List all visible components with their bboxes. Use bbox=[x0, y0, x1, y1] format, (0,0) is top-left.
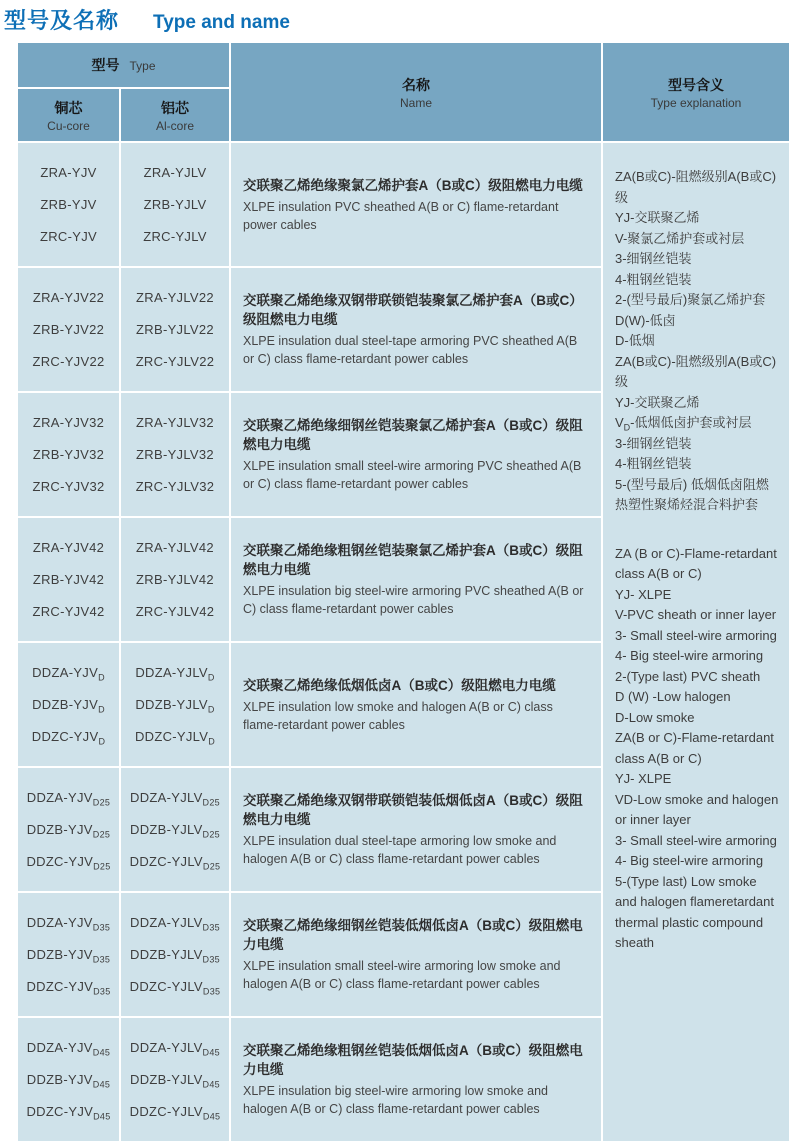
type-code: DDZA-$YJV_{D45}$ bbox=[26, 1040, 111, 1058]
explanation-line: 3- Small steel-wire armoring bbox=[615, 832, 777, 848]
al-core-cell bbox=[121, 893, 229, 1016]
explanation-line: ZA(B或C)-阻燃级别A(B或C)级 bbox=[615, 169, 777, 205]
type-code: ZRB-YJLV bbox=[143, 197, 207, 212]
header-name-en: Name bbox=[399, 95, 432, 110]
header-name bbox=[231, 43, 601, 141]
explanation-line: ZA(B或C)-阻燃级别A(B或C)级 bbox=[615, 353, 777, 389]
al-core-cell bbox=[121, 768, 229, 891]
name-line-en: XLPE insulation PVC sheathed A(B or C) flame-retardant power cables bbox=[243, 199, 559, 232]
explanation-gap bbox=[615, 516, 781, 544]
name-line-en: XLPE insulation small steel-wire armoring low smoke and halogen A(B or C) class flame-retardant power cables bbox=[243, 959, 561, 991]
al-core-cell bbox=[121, 143, 229, 266]
name-line-cn: 交联聚乙烯绝缘双钢带联锁铠装低烟低卤A（B或C）级阻燃电力电缆 bbox=[243, 793, 583, 827]
explanation-line: ZA (B or C)-Flame-retardant class A(B or C) bbox=[615, 545, 777, 581]
type-code: ZRA-YJLV22 bbox=[136, 290, 214, 305]
table-row bbox=[18, 143, 789, 266]
cu-core-cell bbox=[18, 393, 119, 516]
cu-core-cell bbox=[18, 893, 119, 1016]
name-line-en: XLPE insulation dual steel-tape armoring PVC sheathed A(B or C) class flame-retardant power cables bbox=[243, 334, 578, 366]
type-code: ZRA-YJV32 bbox=[32, 415, 105, 430]
type-code: DDZC-$YJLV_{D35}$ bbox=[129, 979, 221, 997]
explanation-line: VD-Low smoke and halogen or inner layer bbox=[615, 791, 779, 827]
explanation-line: 3- Small steel-wire armoring bbox=[615, 627, 777, 643]
explanation-line: 5-(Type last) Low smoke and halogen flameretardant thermal plastic compound sheath bbox=[615, 873, 775, 950]
name-cell bbox=[231, 893, 601, 1016]
name-cell bbox=[231, 518, 601, 641]
al-core-cell bbox=[121, 268, 229, 391]
name-cell bbox=[231, 768, 601, 891]
explanation-line: D (W) -Low halogen bbox=[615, 689, 731, 704]
type-code: DDZB-$YJLV_{D35}$ bbox=[130, 947, 220, 965]
type-code: DDZA-$YJV_{D35}$ bbox=[26, 915, 111, 933]
type-code: DDZA-$YJLV_{D35}$ bbox=[130, 915, 220, 933]
type-code: DDZB-$YJLV_{D25}$ bbox=[130, 822, 220, 840]
name-cell bbox=[231, 393, 601, 516]
type-code: ZRC-YJLV bbox=[143, 229, 207, 244]
explanation-cell bbox=[603, 143, 789, 1141]
type-code: ZRC-YJV42 bbox=[32, 604, 105, 619]
type-code: DDZC-$YJV_{D35}$ bbox=[26, 979, 111, 997]
header-cu-core-cn: 铜芯 bbox=[54, 99, 83, 116]
name-line-cn: 交联聚乙烯绝缘聚氯乙烯护套A（B或C）级阻燃电力电缆 bbox=[243, 177, 583, 193]
header-explanation bbox=[603, 43, 789, 141]
explanation-line: 4-粗钢丝铠装 bbox=[615, 456, 692, 471]
cu-core-cell bbox=[18, 143, 119, 266]
explanation-line: D-Low smoke bbox=[615, 709, 695, 725]
type-code: ZRB-YJV42 bbox=[32, 572, 105, 587]
page-title bbox=[0, 0, 800, 41]
header-explanation-cn: 型号含义 bbox=[668, 76, 724, 93]
type-code: ZRB-YJLV32 bbox=[136, 447, 214, 462]
explanation-line: D(W)-低卤 bbox=[615, 312, 676, 328]
type-code: ZRA-YJLV32 bbox=[136, 415, 214, 430]
type-code: DDZA-$YJLV_{D45}$ bbox=[130, 1040, 220, 1058]
type-code: DDZB-$YJV_D$ bbox=[32, 697, 105, 715]
type-code: DDZA-$YJV_D$ bbox=[32, 665, 105, 683]
type-code: DDZC-$YJLV_D$ bbox=[134, 729, 216, 747]
table-body bbox=[18, 143, 789, 1141]
explanation-line: YJ-交联聚乙烯 bbox=[615, 394, 700, 410]
type-code: DDZC-$YJLV_{D45}$ bbox=[129, 1104, 221, 1122]
name-line-cn: 交联聚乙烯绝缘双钢带联锁铠装聚氯乙烯护套A（B或C）级阻燃电力电缆 bbox=[243, 293, 583, 327]
header-cu-core-en: Cu-core bbox=[47, 118, 90, 133]
explanation-line: 4-粗钢丝铠装 bbox=[615, 271, 692, 287]
explanation-line: 5-(型号最后) 低烟低卤阻燃热塑性聚烯烃混合料护套 bbox=[615, 476, 769, 512]
explanation-line: V-PVC sheath or inner layer bbox=[615, 607, 777, 622]
explanation-line: 3-细钢丝铠装 bbox=[615, 251, 692, 266]
page-title-en: Type and name bbox=[153, 12, 290, 33]
name-cell bbox=[231, 268, 601, 391]
type-code: ZRC-YJLV22 bbox=[135, 354, 215, 369]
name-cell bbox=[231, 143, 601, 266]
al-core-cell bbox=[121, 393, 229, 516]
type-code: ZRA-YJV42 bbox=[32, 540, 105, 555]
explanation-line: D-低烟 bbox=[615, 333, 655, 348]
type-code: DDZA-$YJV_{D25}$ bbox=[26, 790, 111, 808]
type-code: ZRC-YJLV32 bbox=[135, 479, 215, 494]
name-line-cn: 交联聚乙烯绝缘粗钢丝铠装低烟低卤A（B或C）级阻燃电力电缆 bbox=[243, 1043, 583, 1077]
cu-core-cell bbox=[18, 268, 119, 391]
type-code: DDZB-$YJV_{D25}$ bbox=[26, 822, 111, 840]
header-explanation-en: Type explanation bbox=[650, 95, 742, 110]
cu-core-cell bbox=[18, 643, 119, 766]
name-line-cn: 交联聚乙烯绝缘低烟低卤A（B或C）级阻燃电力电缆 bbox=[243, 677, 556, 693]
name-line-en: XLPE insulation dual steel-tape armoring low smoke and halogen A(B or C) class flame-retardant power cables bbox=[243, 834, 557, 866]
cu-core-cell bbox=[18, 1018, 119, 1141]
explanation-line: YJ- XLPE bbox=[615, 586, 672, 602]
explanation-line: V-聚氯乙烯护套或衬层 bbox=[615, 230, 745, 246]
name-line-en: XLPE insulation small steel-wire armoring PVC sheathed A(B or C) class flame-retardant power cables bbox=[243, 459, 582, 491]
explanation-line: 4- Big steel-wire armoring bbox=[615, 648, 764, 663]
name-line-en: XLPE insulation big steel-wire armoring PVC sheathed A(B or C) class flame-retardant power cables bbox=[243, 584, 584, 616]
type-code: ZRC-YJV bbox=[40, 229, 97, 244]
header-type bbox=[18, 43, 229, 87]
type-code: ZRA-YJV bbox=[40, 165, 97, 180]
name-line-cn: 交联聚乙烯绝缘细钢丝铠装低烟低卤A（B或C）级阻燃电力电缆 bbox=[243, 918, 583, 952]
type-code: DDZB-$YJLV_D$ bbox=[135, 697, 215, 715]
type-code: DDZC-$YJV_{D45}$ bbox=[26, 1104, 111, 1122]
name-cell bbox=[231, 643, 601, 766]
header-type-en: Type bbox=[129, 59, 156, 73]
explanation-line: YJ- XLPE bbox=[615, 771, 672, 786]
type-code: DDZA-$YJLV_{D25}$ bbox=[130, 790, 220, 808]
explanation-line: YJ-交联聚乙烯 bbox=[615, 210, 700, 225]
header-al-core bbox=[121, 89, 229, 141]
type-code: ZRC-YJLV42 bbox=[135, 604, 215, 619]
cable-type-table bbox=[16, 41, 791, 1143]
type-code: DDZB-$YJLV_{D45}$ bbox=[130, 1072, 220, 1090]
explanation-line: 4- Big steel-wire armoring bbox=[615, 853, 764, 868]
al-core-cell bbox=[121, 1018, 229, 1141]
type-code: ZRB-YJLV22 bbox=[136, 322, 214, 337]
type-code: DDZC-$YJLV_{D25}$ bbox=[129, 854, 221, 872]
type-code: ZRA-YJLV42 bbox=[136, 540, 214, 555]
explanation-line: $V_D-$低烟低卤护套或衬层 bbox=[615, 415, 752, 433]
cu-core-cell bbox=[18, 768, 119, 891]
type-code: DDZB-$YJV_{D45}$ bbox=[26, 1072, 111, 1090]
al-core-cell bbox=[121, 518, 229, 641]
type-code: DDZC-$YJV_D$ bbox=[31, 729, 106, 747]
header-type-cn: 型号 bbox=[91, 57, 120, 73]
explanation-line: 3-细钢丝铠装 bbox=[615, 435, 692, 451]
name-cell bbox=[231, 1018, 601, 1141]
type-code: ZRB-YJLV42 bbox=[136, 572, 214, 587]
name-line-en: XLPE insulation low smoke and halogen A(B or C) class flame-retardant power cables bbox=[243, 699, 553, 732]
explanation-line: 2-(Type last) PVC sheath bbox=[615, 668, 761, 684]
type-code: DDZC-$YJV_{D25}$ bbox=[26, 854, 111, 872]
header-cu-core bbox=[18, 89, 119, 141]
type-code: ZRB-YJV22 bbox=[32, 322, 105, 337]
type-code: ZRB-YJV32 bbox=[32, 447, 105, 462]
header-al-core-en: Al-core bbox=[155, 118, 194, 133]
type-code: DDZA-$YJLV_D$ bbox=[135, 665, 215, 683]
type-code: ZRA-YJLV bbox=[143, 165, 207, 180]
explanation-line: 2-(型号最后)聚氯乙烯护套 bbox=[615, 292, 766, 307]
page-title-cn: 型号及名称 bbox=[4, 8, 120, 33]
header-al-core-cn: 铝芯 bbox=[161, 99, 189, 116]
type-code: ZRA-YJV22 bbox=[32, 290, 105, 305]
al-core-cell bbox=[121, 643, 229, 766]
explanation-line: ZA(B or C)-Flame-retardant class A(B or C) bbox=[615, 730, 774, 766]
type-code: ZRC-YJV22 bbox=[32, 354, 105, 369]
type-code: DDZB-$YJV_{D35}$ bbox=[26, 947, 111, 965]
name-line-cn: 交联聚乙烯绝缘细钢丝铠装聚氯乙烯护套A（B或C）级阻燃电力电缆 bbox=[243, 418, 583, 452]
name-line-cn: 交联聚乙烯绝缘粗钢丝铠装聚氯乙烯护套A（B或C）级阻燃电力电缆 bbox=[243, 543, 583, 577]
header-name-cn: 名称 bbox=[402, 76, 430, 93]
type-code: ZRB-YJV bbox=[40, 197, 97, 212]
name-line-en: XLPE insulation big steel-wire armoring low smoke and halogen A(B or C) class flame-retardant power cables bbox=[243, 1084, 549, 1116]
cu-core-cell bbox=[18, 518, 119, 641]
type-code: ZRC-YJV32 bbox=[32, 479, 105, 494]
